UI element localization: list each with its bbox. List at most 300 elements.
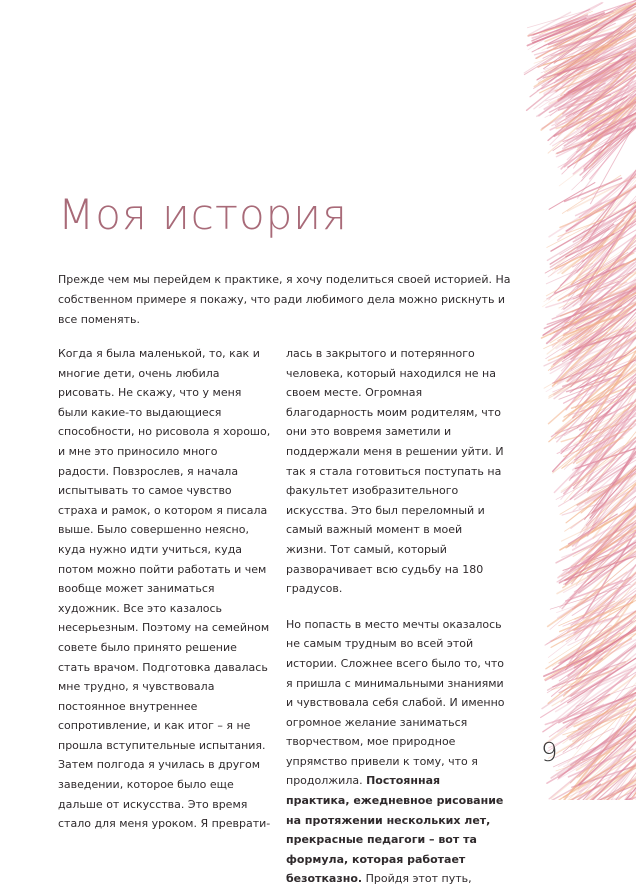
scribble-stroke [554,15,636,76]
scribble-stroke [589,113,636,141]
scribble-stroke [545,36,613,72]
scribble-stroke [566,81,636,118]
scribble-stroke [581,212,636,300]
scribble-stroke [562,215,636,273]
scribble-stroke [552,659,631,706]
scribble-stroke [557,64,636,125]
scribble-stroke [564,730,636,766]
scribble-stroke [576,405,636,471]
scribble-stroke [560,506,635,550]
scribble-stroke [562,310,636,351]
scribble-stroke [573,420,636,470]
scribble-stroke [557,416,636,454]
scribble-stroke [552,264,636,347]
scribble-stroke [564,756,636,797]
scribble-stroke [561,13,636,95]
scribble-stroke [569,565,636,663]
scribble-stroke [559,601,615,626]
scribble-stroke [563,301,636,339]
scribble-stroke [549,31,590,45]
scribble-stroke [559,542,636,583]
scribble-stroke [556,523,633,562]
scribble-stroke [563,689,636,753]
scribble-stroke [542,40,636,89]
scribble-stroke [595,127,636,155]
scribble-stroke [556,11,604,31]
scribble-stroke [592,516,636,549]
scribble-stroke [572,766,635,787]
scribble-stroke [578,69,629,89]
scribble-stroke [582,224,636,261]
scribble-stroke [570,348,636,393]
scribble-stroke [574,399,636,485]
scribble-stroke [556,711,628,752]
scribble-stroke [527,22,636,111]
scribble-stroke [572,441,636,478]
right-paragraph-2-end: Пройдя этот путь, [362,872,472,885]
scribble-stroke [544,336,636,388]
scribble-stroke [589,408,636,453]
scribble-stroke [576,292,636,339]
scribble-stroke [556,25,636,92]
scribble-stroke [584,94,636,154]
scribble-stroke [556,296,636,348]
scribble-stroke [571,480,636,528]
scribble-stroke [577,128,619,152]
scribble-stroke [554,766,636,800]
scribble-stroke [563,287,636,345]
scribble-stroke [532,4,625,52]
scribble-stroke [540,45,636,93]
scribble-stroke [582,99,636,137]
scribble-stroke [574,465,625,499]
scribble-stroke [549,636,591,663]
scribble-stroke [562,503,602,515]
scribble-stroke [560,633,629,662]
scribble-stroke [555,259,636,293]
scribble-stroke [564,102,636,146]
scribble-stroke [543,45,612,65]
scribble-stroke [571,331,636,372]
scribble-stroke [549,704,636,748]
scribble-stroke [546,267,598,296]
scribble-stroke [548,67,636,141]
scribble-stroke [563,606,614,626]
scribble-stroke [559,787,636,800]
scribble-stroke [541,658,636,717]
scribble-stroke [548,707,636,758]
scribble-stroke [569,520,636,573]
scribble-stroke [581,731,636,766]
scribble-stroke [567,545,636,573]
scribble-stroke [579,551,636,593]
scribble-stroke [573,337,636,417]
scribble-stroke [553,63,606,90]
scribble-stroke [534,32,613,55]
scribble-stroke [575,97,636,163]
scribble-stroke [574,389,636,463]
scribble-stroke [572,392,621,418]
scribble-stroke [557,266,636,316]
scribble-stroke [575,573,636,640]
scribble-stroke [565,540,636,604]
scribble-stroke [541,30,636,73]
scribble-stroke [571,298,636,359]
scribble-stroke [568,174,636,233]
scribble-stroke [564,309,636,358]
scribble-stroke [552,56,593,70]
scribble-stroke [568,489,636,547]
scribble-stroke [547,252,628,299]
scribble-stroke [570,633,636,657]
scribble-stroke [573,673,629,698]
scribble-stroke [573,616,618,630]
scribble-stroke [551,374,636,436]
scribble-stroke [580,402,633,429]
scribble-stroke [575,496,636,566]
scribble-stroke [570,399,636,480]
scribble-stroke [561,521,602,541]
scribble-stroke [533,15,587,35]
scribble-stroke [571,734,618,765]
scribble-stroke [543,303,591,335]
scribble-stroke [576,448,636,547]
scribble-stroke [550,289,636,343]
scribble-stroke [583,791,636,800]
scribble-stroke [552,617,636,666]
scribble-stroke [569,324,636,356]
scribble-stroke [552,602,626,642]
scribble-stroke [580,240,636,298]
scribble-stroke [564,258,636,309]
scribble-stroke [557,780,636,800]
scribble-stroke [574,573,636,634]
scribble-stroke [582,389,636,490]
scribble-stroke [567,96,636,159]
scribble-stroke [571,203,636,285]
scribble-stroke [554,409,636,492]
scribble-stroke [573,208,636,294]
scribble-stroke [562,49,636,85]
scribble-stroke [549,347,636,396]
scribble-stroke [563,554,636,593]
scribble-stroke [572,668,618,687]
scribble-stroke [570,546,636,598]
scribble-stroke [547,283,636,354]
scribble-stroke [586,527,636,563]
scribble-stroke [563,370,616,387]
scribble-stroke [570,695,636,725]
scribble-stroke [537,3,636,59]
scribble-stroke [558,751,636,800]
scribble-stroke [528,22,578,36]
scribble-stroke [563,423,636,452]
scribble-stroke [564,420,636,502]
scribble-stroke [556,119,633,157]
scribble-stroke [567,290,636,329]
scribble-stroke [593,114,636,142]
scribble-stroke [560,221,636,267]
scribble-stroke [550,229,609,267]
scribble-stroke [585,472,636,503]
scribble-stroke [581,452,624,466]
scribble-stroke [577,688,636,735]
scribble-stroke [587,473,636,530]
scribble-stroke [590,102,636,126]
scribble-stroke [555,33,612,49]
scribble-stroke [528,2,603,49]
scribble-stroke [575,663,625,679]
scribble-stroke [569,387,636,432]
scribble-stroke [572,503,636,584]
scribble-stroke [547,584,636,644]
scribble-stroke [561,83,636,131]
scribble-stroke [562,64,616,83]
scribble-stroke [590,790,636,800]
scribble-stroke [570,283,636,329]
scribble-stroke [544,47,613,70]
scribble-stroke [543,64,583,82]
scribble-stroke [590,792,636,800]
scribble-stroke [573,521,636,556]
scribble-stroke [563,45,636,114]
scribble-stroke [553,303,636,386]
scribble-stroke [544,322,600,349]
scribble-stroke [548,591,636,658]
scribble-stroke [550,326,628,370]
scribble-stroke [555,57,636,107]
scribble-stroke [553,95,636,146]
scribble-stroke [561,286,636,317]
scribble-stroke [585,121,636,171]
scribble-stroke [554,205,636,293]
scribble-stroke [560,625,619,661]
scribble-stroke [575,547,636,607]
scribble-stroke [567,59,636,108]
scribble-stroke [573,234,636,317]
scribble-stroke [547,202,636,248]
scribble-stroke [592,484,636,532]
scribble-stroke [561,377,636,454]
scribble-stroke [560,309,636,380]
scribble-stroke [575,56,636,119]
scribble-stroke [548,15,636,82]
scribble-stroke [557,330,636,384]
scribble-stroke [559,668,608,692]
scribble-stroke [575,223,636,274]
scribble-stroke [571,645,636,696]
scribble-stroke [559,559,600,577]
scribble-stroke [545,71,636,117]
scribble-stroke [556,457,636,499]
scribble-stroke [577,221,624,249]
scribble-stroke [552,639,631,679]
scribble-stroke [585,530,636,583]
scribble-stroke [582,177,636,232]
scribble-stroke [578,475,636,536]
scribble-stroke [569,676,628,715]
scribble-stroke [564,76,636,138]
scribble-stroke [553,355,626,383]
scribble-stroke [554,82,636,135]
scribble-stroke [584,83,636,156]
scribble-stroke [549,351,636,398]
scribble-stroke [580,372,636,410]
right-column [286,344,506,889]
scribble-stroke [572,586,618,616]
scribble-stroke [579,103,636,161]
scribble-stroke [557,532,636,582]
scribble-stroke [582,105,636,181]
scribble-stroke [567,26,636,77]
scribble-stroke [562,71,636,127]
scribble-stroke [562,523,636,609]
scribble-stroke [553,662,625,687]
scribble-stroke [577,736,636,771]
scribble-stroke [584,118,636,169]
scribble-stroke [538,4,636,82]
scribble-stroke [577,674,636,749]
scribble-stroke [570,576,636,625]
scribble-stroke [560,209,636,254]
scribble-stroke [573,207,636,242]
scribble-stroke [588,471,636,534]
scribble-stroke [559,621,632,663]
scribble-stroke [587,101,636,129]
scribble-stroke [565,484,636,532]
scribble-stroke [536,4,636,58]
scribble-stroke [565,310,606,324]
scribble-stroke [549,32,597,47]
scribble-stroke [569,249,636,297]
scribble-stroke [561,643,636,703]
scribble-stroke [541,55,636,130]
scribble-stroke [546,358,604,392]
scribble-stroke [537,43,616,67]
scribble-stroke [556,709,636,800]
scribble-stroke [558,724,636,776]
scribble-stroke [549,727,636,799]
scribble-stroke [554,284,636,333]
scribble-stroke [552,743,636,800]
scribble-stroke [580,693,636,784]
scribble-stroke [582,515,636,558]
scribble-stroke [568,597,636,625]
scribble-stroke [581,177,636,199]
scribble-stroke [532,15,610,38]
scribble-stroke [568,53,636,115]
scribble-stroke [572,385,636,409]
scribble-stroke [593,115,636,167]
scribble-stroke [560,602,633,631]
scribble-stroke [549,203,602,237]
scribble-stroke [565,594,636,670]
scribble-stroke [568,335,636,381]
scribble-stroke [555,246,602,269]
scribble-stroke [566,506,636,547]
scribble-stroke [574,420,636,489]
scribble-stroke [558,304,636,357]
scribble-stroke [566,322,636,410]
scribble-stroke [549,36,636,74]
scribble-stroke [580,237,623,257]
scribble-stroke [577,726,636,777]
scribble-stroke [569,293,636,344]
scribble-stroke [555,67,620,90]
scribble-stroke [557,45,636,92]
scribble-stroke [563,122,636,148]
scribble-stroke [555,412,610,439]
scribble-stroke [576,379,636,451]
scribble-stroke [573,105,630,125]
scribble-stroke [566,74,636,114]
scribble-stroke [557,123,635,153]
scribble-stroke [588,441,636,491]
scribble-stroke [544,61,636,95]
scribble-stroke [587,471,636,527]
scribble-stroke [563,714,630,735]
scribble-stroke [572,245,636,285]
scribble-stroke [524,1,636,73]
scribble-stroke [580,351,636,441]
scribble-stroke [558,259,636,301]
scribble-stroke [558,126,636,168]
scribble-stroke [566,187,636,231]
scribble-stroke [574,56,634,76]
scribble-stroke [559,716,636,778]
scribble-stroke [571,749,636,800]
scribble-stroke [593,484,636,538]
scribble-stroke [566,526,636,580]
scribble-stroke [587,788,636,800]
scribble-stroke [588,547,636,576]
scribble-stroke [545,4,636,42]
scribble-stroke [544,338,604,365]
scribble-stroke [568,323,636,381]
scribble-stroke [560,7,636,56]
scribble-stroke [548,303,636,370]
scribble-stroke [550,20,636,51]
scribble-stroke [575,303,636,341]
scribble-stroke [573,708,626,742]
scribble-stroke [562,100,636,150]
scribble-stroke [558,55,636,100]
scribble-stroke [558,220,601,236]
scribble-stroke [561,572,627,618]
scribble-stroke [550,61,636,145]
scribble-stroke [579,235,636,275]
scribble-stroke [572,490,636,546]
scribble-stroke [555,75,636,126]
page-number: 9 [541,738,558,768]
scribble-stroke [563,357,636,421]
scribble-stroke [581,185,636,248]
scribble-stroke [568,737,636,800]
scribble-stroke [563,535,636,588]
scribble-stroke [564,370,636,417]
scribble-stroke [579,210,636,296]
scribble-stroke [585,458,632,490]
scribble-stroke [542,293,636,338]
scribble-stroke [575,630,636,665]
scribble-stroke [543,288,636,335]
scribble-stroke [538,6,636,67]
scribble-stroke [570,733,636,800]
scribble-stroke [537,18,636,79]
scribble-stroke [554,20,636,83]
scribble-stroke [552,185,636,270]
scribble-stroke [568,401,613,416]
